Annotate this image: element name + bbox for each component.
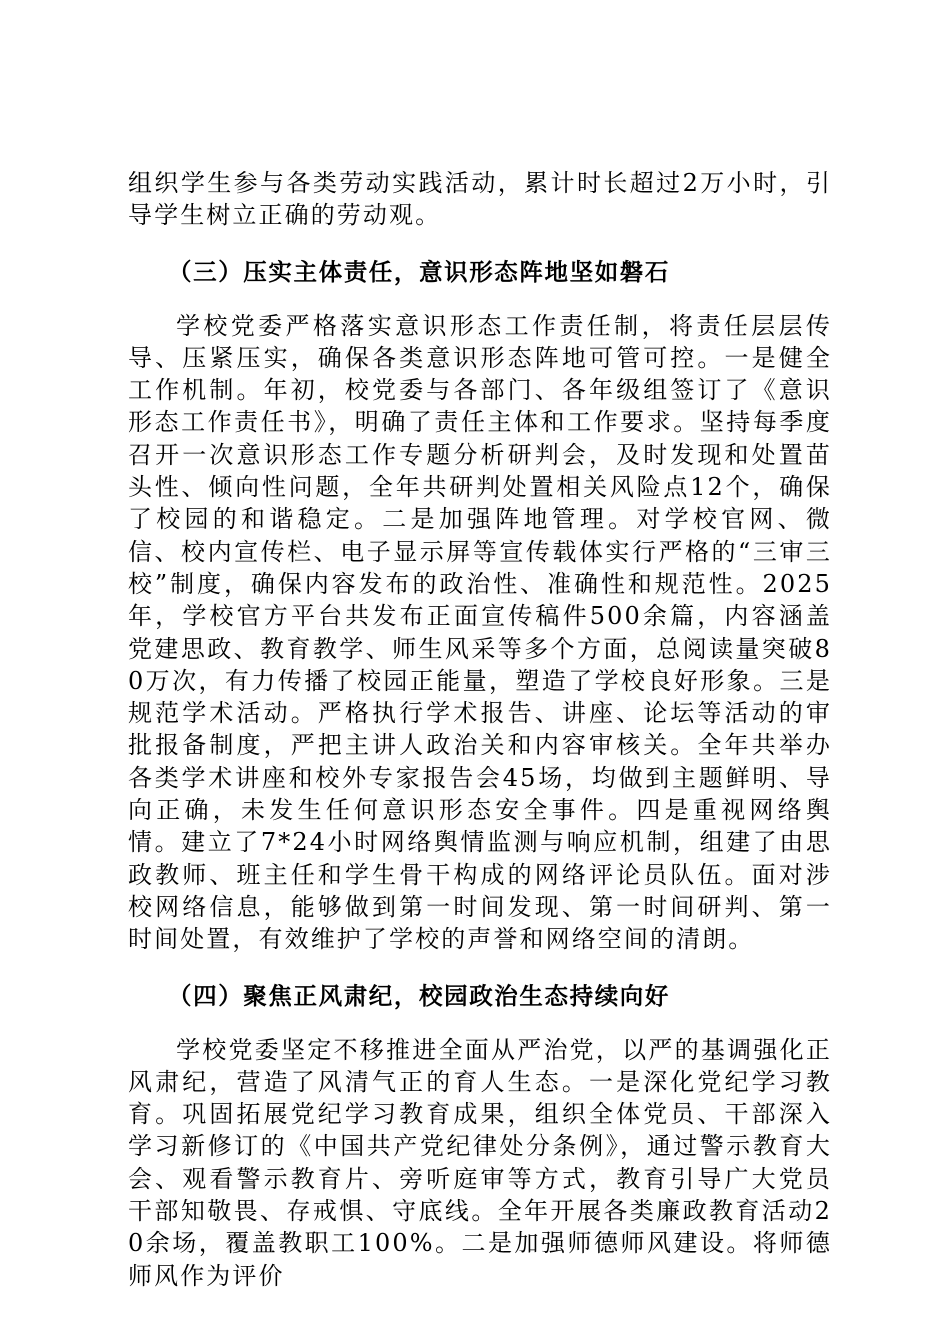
paragraph-spacer — [128, 288, 832, 310]
paragraph-spacer — [128, 232, 832, 256]
paragraph-spacer — [128, 1012, 832, 1034]
body-paragraph-ideology: 学校党委严格落实意识形态工作责任制，将责任层层传导、压紧压实，确保各类意识形态阵地可管可控。一是健全工作机制。年初，校党委与各部门、各年级组签订了《意识形态工作责任书》，明确了责任主体和工作要求。坚持每季度召开一次意识形态工作专题分析研判会，及时发现和处置苗头性、倾向性问题，全年共研判处置相关风险点12个，确保了校园的和谐稳定。二是加强阵地管理。对学校官网、微信、校内宣传栏、电子显示屏等宣传载体实行严格的“三审三校”制度，确保内容发布的政治性、准确性和规范性。2025年，学校官方平台共发布正面宣传稿件500余篇，内容涵盖党建思政、教育教学、师生风采等多个方面，总阅读量突破80万次，有力传播了校园正能量，塑造了学校良好形象。三是规范学术活动。严格执行学术报告、讲座、论坛等活动的审批报备制度，严把主讲人政治关和内容审核关。全年共举办各类学术讲座和校外专家报告会45场，均做到主题鲜明、导向正确，未发生任何意识形态安全事件。四是重视网络舆情。建立了7*24小时网络舆情监测与响应机制，组建了由思政教师、班主任和学生骨干构成的网络评论员队伍。面对涉校网络信息，能够做到第一时间发现、第一时间研判、第一时间处置，有效维护了学校的声誉和网络空间的清朗。 — [128, 311, 832, 954]
section-heading-4: （四）聚焦正风肃纪，校园政治生态持续向好 — [168, 981, 670, 1010]
paragraph-spacer — [128, 956, 832, 980]
section-heading-3: （三）压实主体责任，意识形态阵地坚如磐石 — [168, 257, 670, 286]
body-paragraph-discipline: 学校党委坚定不移推进全面从严治党，以严的基调强化正风肃纪，营造了风清气正的育人生态。一是深化党纪学习教育。巩固拓展党纪学习教育成果，组织全体党员、干部深入学习新修订的《中国共产党纪律处分条例》，通过警示教育大会、观看警示教育片、旁听庭审等方式，教育引导广大党员干部知敬畏、存戒惧、守底线。全年开展各类廉政教育活动20余场，覆盖教职工100%。二是加强师德师风建设。将师德师风作为评价 — [128, 1035, 832, 1290]
body-paragraph-labor-practice: 组织学生参与各类劳动实践活动，累计时长超过2万小时，引导学生树立正确的劳动观。 — [128, 169, 832, 230]
document-body — [128, 167, 832, 1292]
